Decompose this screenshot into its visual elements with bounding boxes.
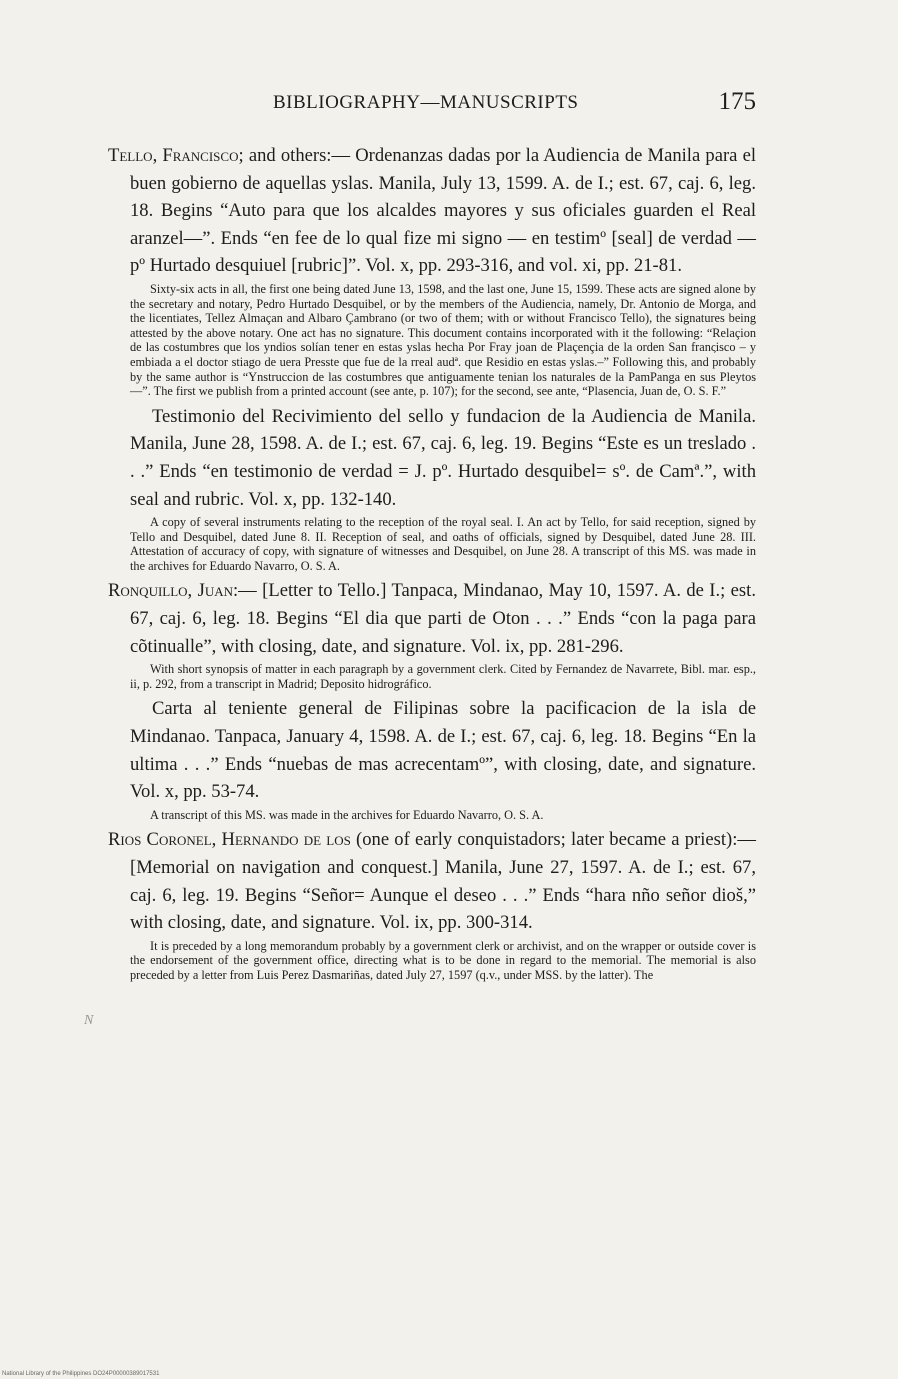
entry-rios-coronel bbox=[108, 826, 756, 982]
entry-note: A transcript of this MS. was made in the archives for Eduardo Navarro, O. S. A. bbox=[150, 807, 544, 822]
entry-author: Rios Coronel, Hernando de los bbox=[108, 829, 351, 851]
entry-main-text: ; and others:— Ordenanzas dadas por la Audiencia de Manila para el buen gobierno de aquellas yslas. Manila, July 13, 1599. A. de I.; est. 67, caj. 6, leg. 18. Begins “Auto para que los alcaldes mayores y sus oficiales guarden el Real aranzel—”. Ends “en fee de lo qual fize mi signo — en testimº [seal] de verdad — pº Hurtado desquiuel [rubric]”. Vol. x, pp. 293-316, and vol. xi, pp. 21-81. bbox=[130, 145, 756, 277]
entry-note: A copy of several instruments relating to the reception of the royal seal. I. An act by Tello, for said reception, signed by Tello and Desquibel, dated June 8. II. Reception of seal, and oaths of officials, signed by Desquibel, dated June 28. III. Attestation of accuracy of copy, with signature of witnesses and Desquibel, on June 28. A transcript of this MS. was made in the archives for Eduardo Navarro, O. S. A. bbox=[130, 515, 756, 573]
entry-main-text: Testimonio del Recivimiento del sello y fundacion de la Audiencia de Manila. Manila, June 28, 1598. A. de I.; est. 67, caj. 6, leg. 19. Begins “Este es un treslado . . .” Ends “en testimonio de verdad = J. pº. Hurtado desquibel= sº. de Camª.”, with seal and rubric. Vol. x, pp. 132-140. bbox=[130, 405, 756, 510]
entry-ronquillo-carta bbox=[108, 695, 756, 822]
entry-note: With short synopsis of matter in each paragraph by a government clerk. Cited by Fernandez de Navarrete, Bibl. mar. esp., ii, p. 292, from a transcript in Madrid; Deposito hidrográfico. bbox=[130, 662, 756, 691]
entry-main-text: Carta al teniente general de Filipinas sobre la pacificacion de la isla de Mindanao. Tanpaca, January 4, 1598. A. de I.; est. 67, caj. 6, leg. 18. Begins “En la ultima . . .” Ends “nuebas de mas acrecentamº”, with closing, date, and signature. Vol. x, pp. 53-74. bbox=[130, 698, 756, 803]
margin-mark: N bbox=[84, 1013, 94, 1028]
entry-main-text: (one of early conquistadors; later became a priest):— [Memorial on navigation and conquest.] Manila, June 27, 1597. A. de I.; est. 67, caj. 6, leg. 19. Begins “Señor= Aunque el deseo . . .” Ends “hara nño señor dioš,” with closing, date, and signature. Vol. ix, pp. 300-314. bbox=[130, 829, 756, 934]
entry-author: Ronquillo, Juan bbox=[108, 580, 233, 602]
entry-note: It is preceded by a long memorandum probably by a government clerk or archivist, and on the wrapper or outside cover is the endorsement of the government office, directing what is to be done in regard to the memorial. The memorial is also preceded by a letter from Luis Perez Dasmariñas, dated July 27, 1597 (q.v., under MSS. by the latter). The bbox=[130, 938, 756, 982]
bibliography-body bbox=[108, 142, 756, 987]
running-head: BIBLIOGRAPHY—MANUSCRIPTS bbox=[273, 92, 579, 113]
page-number: 175 bbox=[718, 88, 756, 115]
entry-main-text: :— [Letter to Tello.] Tanpaca, Mindanao, May 10, 1597. A. de I.; est. 67, caj. 6, leg. 18. Begins “El dia que parti de Oton . . .” Ends “con la paga para cõtinualle”, with closing, date, and signature. Vol. ix, pp. 281-296. bbox=[130, 580, 756, 657]
entry-note: Sixty-six acts in all, the first one being dated June 13, 1598, and the last one, June 15, 1599. These acts are signed alone by the secretary and notary, Pedro Hurtado Desquibel, or by the members of the Audiencia, namely, Dr. Antonio de Morga, and the licentiates, Tellez Almaçan and Albaro Çambrano (or two of them; with or without Francisco Tello), the signatures being attested by the above notary. One act has no signature. This document contains incorporated with it the following: “Relaçion de las costumbres que los yndios solían tener en estas yslas hecha Por Fray joan de Plaçençia de la orden San franςisco – y embiada a el doctor stiago de uera Presste que fue de la rreal audª. que Residio en estas yslas.–” Following this, and probably by the same author is “Ynstruccion de las costumbres que antiguamente tenian los naturales de la PamPanga en sus Pleytos —”. The first we publish from a printed account (see ante, p. 107); for the second, see ante, “Plasencia, Juan de, O. S. F.” bbox=[130, 281, 756, 399]
entry-testimonio bbox=[108, 403, 756, 574]
entry-author: Tello, Francisco bbox=[108, 145, 239, 166]
page-header bbox=[108, 88, 756, 122]
entry-ronquillo-letter bbox=[108, 577, 756, 691]
entry-tello-ordenanzas bbox=[108, 142, 756, 399]
scan-footer: National Library of the Philippines DO24P00000389017531 bbox=[2, 1371, 160, 1377]
